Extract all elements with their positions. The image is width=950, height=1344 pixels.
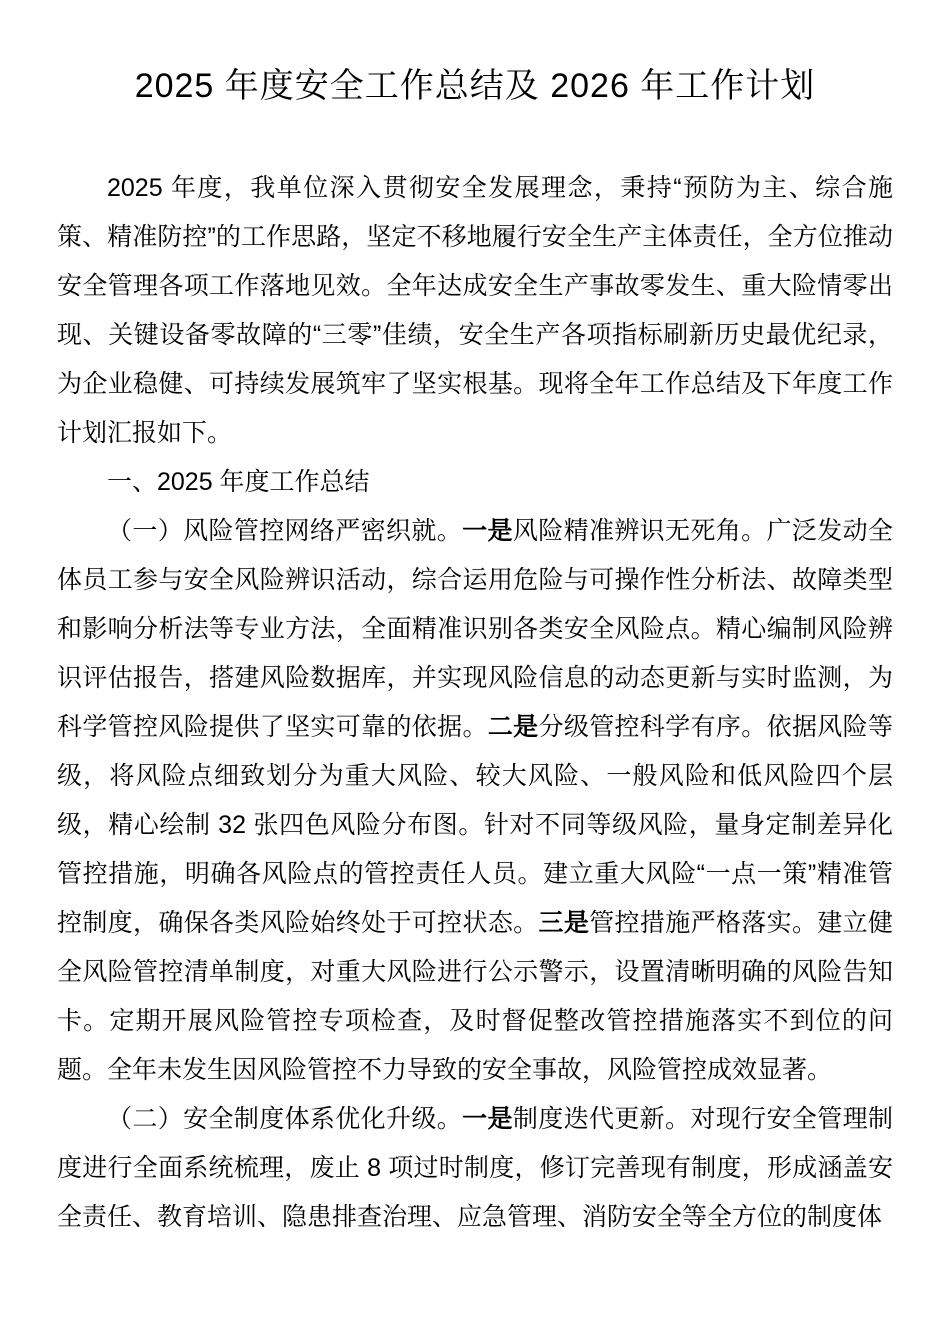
text-run: 2025 年度，我单位深入贯彻安全发展理念，秉持“预防为主、综合施策、精准防控”的工作思路，坚定不移地履行安全生产主体责任，全方位推动安全管理各项工作落地见效。全年达成安全生产事故零发生、重大险情零出现、关键设备零故障的“三零”佳绩，安全生产各项指标刷新历史最优纪录，为企业稳健、可持续发展筑牢了坚实根基。现将全年工作总结及下年度工作计划汇报如下。: [57, 174, 893, 447]
bold-text-run: 一是: [462, 517, 513, 545]
bold-text-run: 二是: [487, 713, 539, 741]
text-run: 分级管控科学有序。依据风险等级，将风险点细致划分为重大风险、较大风险、一般风险和低风险四个层级，精心绘制 32 张四色风险分布图。针对不同等级风险，量身定制差异化管控措施，明确各风险点的管控责任人员。建立重大风险“一点一策”精准管控制度，确保各类风险始终处于可控状态。: [57, 713, 893, 937]
text-run: 一、2025 年度工作总结: [107, 468, 370, 496]
text-run: 风险精准辨识无死角。广泛发动全体员工参与安全风险辨识活动，综合运用危险与可操作性分析法、故障类型和影响分析法等专业方法，全面精准识别各类安全风险点。精心编制风险辨识评估报告，搭建风险数据库，并实现风险信息的动态更新与实时监测，为科学管控风险提供了坚实可靠的依据。: [57, 517, 893, 741]
text-run: （二）安全制度体系优化升级。: [107, 1105, 463, 1133]
text-run: 管控措施严格落实。建立健全风险管控清单制度，对重大风险进行公示警示，设置清晰明确的风险告知卡。定期开展风险管控专项检查，及时督促整改管控措施落实不到位的问题。全年未发生因风险管控不力导致的安全事故，风险管控成效显著。: [57, 909, 893, 1084]
section-1-item-2-paragraph: [57, 1095, 893, 1242]
bold-text-run: 三是: [538, 909, 590, 937]
document-body: [57, 164, 893, 1242]
section-1-item-1-paragraph: [57, 507, 893, 1095]
bold-text-run: 一是: [462, 1105, 513, 1133]
text-run: （一）风险管控网络严密织就。: [107, 517, 463, 545]
document-title: 2025 年度安全工作总结及 2026 年工作计划: [134, 67, 816, 105]
text-run: 制度迭代更新。对现行安全管理制度进行全面系统梳理，废止 8 项过时制度，修订完善现有制度，形成涵盖安全责任、教育培训、隐患排查治理、应急管理、消防安全等全方位的制度体: [57, 1105, 893, 1231]
section-1-heading: [57, 458, 893, 507]
intro-paragraph: [57, 164, 893, 458]
